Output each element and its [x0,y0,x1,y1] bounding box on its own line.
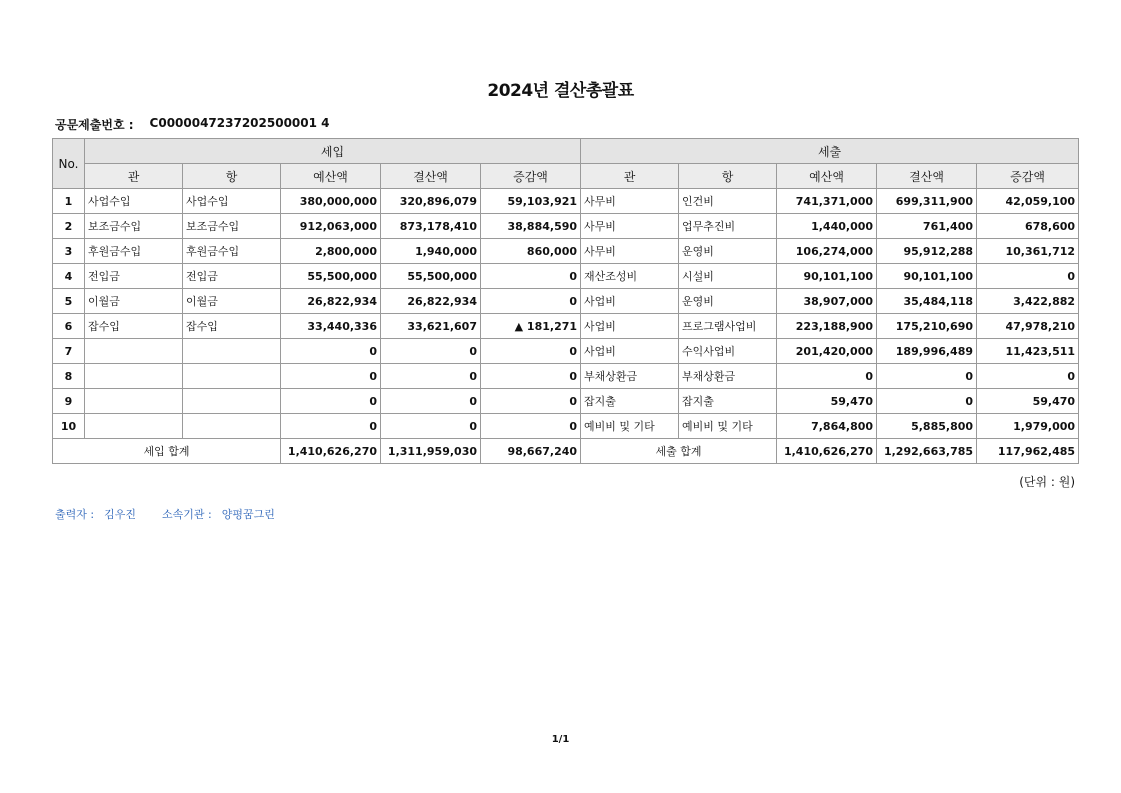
page-number: 1/1 [551,734,570,745]
expense-diff-cell: 0 [977,264,1079,289]
income-budget-cell: 0 [281,339,381,364]
expense-gwan-cell: 사업비 [581,289,679,314]
col-header: 항 [679,164,777,189]
header-row-sub [53,164,1079,189]
col-header: 증감액 [481,164,581,189]
expense-settle-cell: 761,400 [877,214,977,239]
doc-number-label: 공문제출번호 : [55,118,134,132]
income-settle-cell: 33,621,607 [381,314,481,339]
expense-settle-cell: 90,101,100 [877,264,977,289]
expense-diff-cell: 678,600 [977,214,1079,239]
income-settle-cell: 1,940,000 [381,239,481,264]
income-gwan-cell: 이월금 [85,289,183,314]
expense-hang-cell: 수익사업비 [679,339,777,364]
doc-number-value: C0000047237202500001 4 [149,116,330,130]
income-gwan-cell [85,414,183,439]
expense-diff-cell: 59,470 [977,389,1079,414]
expense-gwan-cell: 사업비 [581,314,679,339]
income-gwan-cell [85,389,183,414]
expense-gwan-cell: 잡지출 [581,389,679,414]
expense-diff-cell: 1,979,000 [977,414,1079,439]
income-total-settle: 1,311,959,030 [381,439,481,464]
expense-budget-cell: 7,864,800 [777,414,877,439]
row-number-cell: 1 [53,189,85,214]
expense-diff-cell: 0 [977,364,1079,389]
expense-diff-cell: 10,361,712 [977,239,1079,264]
expense-gwan-cell: 예비비 및 기타 [581,414,679,439]
expense-budget-cell: 1,440,000 [777,214,877,239]
row-number-cell: 10 [53,414,85,439]
expense-total-label: 세출 합계 [581,439,777,464]
table-row [53,189,1079,214]
print-footer [55,506,275,522]
income-settle-cell: 55,500,000 [381,264,481,289]
table-row [53,364,1079,389]
expense-diff-cell: 3,422,882 [977,289,1079,314]
expense-gwan-cell: 사무비 [581,189,679,214]
row-number-cell: 5 [53,289,85,314]
income-gwan-cell: 사업수입 [85,189,183,214]
income-diff-cell: 0 [481,339,581,364]
expense-hang-cell: 업무추진비 [679,214,777,239]
expense-budget-cell: 201,420,000 [777,339,877,364]
col-header: 결산액 [381,164,481,189]
income-budget-cell: 0 [281,414,381,439]
income-budget-cell: 33,440,336 [281,314,381,339]
income-gwan-cell [85,339,183,364]
no-header: No. [53,139,85,189]
expense-budget-cell: 0 [777,364,877,389]
expense-settle-cell: 175,210,690 [877,314,977,339]
income-hang-cell: 전입금 [183,264,281,289]
income-hang-cell [183,414,281,439]
page-title: 2024년 결산총괄표 [487,81,634,101]
expense-header: 세출 [581,139,1079,164]
expense-settle-cell: 95,912,288 [877,239,977,264]
row-number-cell: 4 [53,264,85,289]
expense-gwan-cell: 사무비 [581,214,679,239]
expense-settle-cell: 35,484,118 [877,289,977,314]
printer-label: 출력자 : [55,508,95,521]
table-row [53,239,1079,264]
col-header: 결산액 [877,164,977,189]
row-number-cell: 8 [53,364,85,389]
income-gwan-cell: 잡수입 [85,314,183,339]
expense-budget-cell: 106,274,000 [777,239,877,264]
income-hang-cell [183,339,281,364]
expense-hang-cell: 부채상환금 [679,364,777,389]
expense-total-budget: 1,410,626,270 [777,439,877,464]
org-name: 양평꿈그린 [221,508,275,521]
col-header: 항 [183,164,281,189]
income-hang-cell: 보조금수입 [183,214,281,239]
row-number-cell: 9 [53,389,85,414]
org-label: 소속기관 : [161,508,212,521]
expense-budget-cell: 38,907,000 [777,289,877,314]
col-header: 관 [85,164,183,189]
expense-settle-cell: 0 [877,389,977,414]
row-number-cell: 2 [53,214,85,239]
expense-diff-cell: 42,059,100 [977,189,1079,214]
expense-gwan-cell: 재산조성비 [581,264,679,289]
unit-note: (단위 : 원) [1019,475,1075,489]
income-diff-cell: 0 [481,414,581,439]
income-total-budget: 1,410,626,270 [281,439,381,464]
income-settle-cell: 0 [381,389,481,414]
expense-hang-cell: 운영비 [679,239,777,264]
expense-hang-cell: 프로그램사업비 [679,314,777,339]
expense-settle-cell: 189,996,489 [877,339,977,364]
income-diff-cell: 59,103,921 [481,189,581,214]
income-gwan-cell: 후원금수입 [85,239,183,264]
table-row [53,389,1079,414]
income-diff-cell: 0 [481,264,581,289]
col-header: 관 [581,164,679,189]
table-row [53,264,1079,289]
expense-gwan-cell: 사무비 [581,239,679,264]
expense-gwan-cell: 부채상환금 [581,364,679,389]
expense-settle-cell: 0 [877,364,977,389]
expense-budget-cell: 223,188,900 [777,314,877,339]
income-budget-cell: 380,000,000 [281,189,381,214]
income-budget-cell: 55,500,000 [281,264,381,289]
income-hang-cell: 이월금 [183,289,281,314]
income-hang-cell: 후원금수입 [183,239,281,264]
table-row [53,289,1079,314]
income-settle-cell: 0 [381,339,481,364]
table-row [53,339,1079,364]
income-gwan-cell: 전입금 [85,264,183,289]
income-hang-cell: 잡수입 [183,314,281,339]
income-diff-cell: 0 [481,364,581,389]
income-total-diff: 98,667,240 [481,439,581,464]
income-budget-cell: 0 [281,389,381,414]
expense-settle-cell: 699,311,900 [877,189,977,214]
income-header: 세입 [85,139,581,164]
income-settle-cell: 0 [381,414,481,439]
settlement-summary-table [52,138,1079,464]
col-header: 예산액 [777,164,877,189]
table-row [53,414,1079,439]
col-header: 예산액 [281,164,381,189]
expense-total-settle: 1,292,663,785 [877,439,977,464]
expense-hang-cell: 예비비 및 기타 [679,414,777,439]
income-diff-cell: 0 [481,389,581,414]
income-settle-cell: 26,822,934 [381,289,481,314]
expense-budget-cell: 741,371,000 [777,189,877,214]
expense-hang-cell: 잡지출 [679,389,777,414]
expense-hang-cell: 운영비 [679,289,777,314]
row-number-cell: 3 [53,239,85,264]
totals-row [53,439,1079,464]
row-number-cell: 7 [53,339,85,364]
table-body [53,189,1079,439]
printer-name: 김우진 [104,508,136,521]
income-diff-cell: 38,884,590 [481,214,581,239]
expense-diff-cell: 11,423,511 [977,339,1079,364]
expense-budget-cell: 59,470 [777,389,877,414]
income-budget-cell: 2,800,000 [281,239,381,264]
income-settle-cell: 873,178,410 [381,214,481,239]
income-diff-cell: ▲ 181,271 [481,314,581,339]
expense-hang-cell: 시설비 [679,264,777,289]
expense-total-diff: 117,962,485 [977,439,1079,464]
expense-diff-cell: 47,978,210 [977,314,1079,339]
income-hang-cell [183,364,281,389]
expense-budget-cell: 90,101,100 [777,264,877,289]
income-diff-cell: 0 [481,289,581,314]
income-budget-cell: 26,822,934 [281,289,381,314]
expense-hang-cell: 인건비 [679,189,777,214]
income-hang-cell: 사업수입 [183,189,281,214]
doc-number [55,116,330,133]
income-settle-cell: 0 [381,364,481,389]
income-gwan-cell [85,364,183,389]
income-total-label: 세입 합계 [53,439,281,464]
income-budget-cell: 0 [281,364,381,389]
header-row-top [53,139,1079,164]
income-hang-cell [183,389,281,414]
income-gwan-cell: 보조금수입 [85,214,183,239]
income-settle-cell: 320,896,079 [381,189,481,214]
row-number-cell: 6 [53,314,85,339]
income-diff-cell: 860,000 [481,239,581,264]
col-header: 증감액 [977,164,1079,189]
expense-settle-cell: 5,885,800 [877,414,977,439]
expense-gwan-cell: 사업비 [581,339,679,364]
table-row [53,314,1079,339]
table-row [53,214,1079,239]
income-budget-cell: 912,063,000 [281,214,381,239]
